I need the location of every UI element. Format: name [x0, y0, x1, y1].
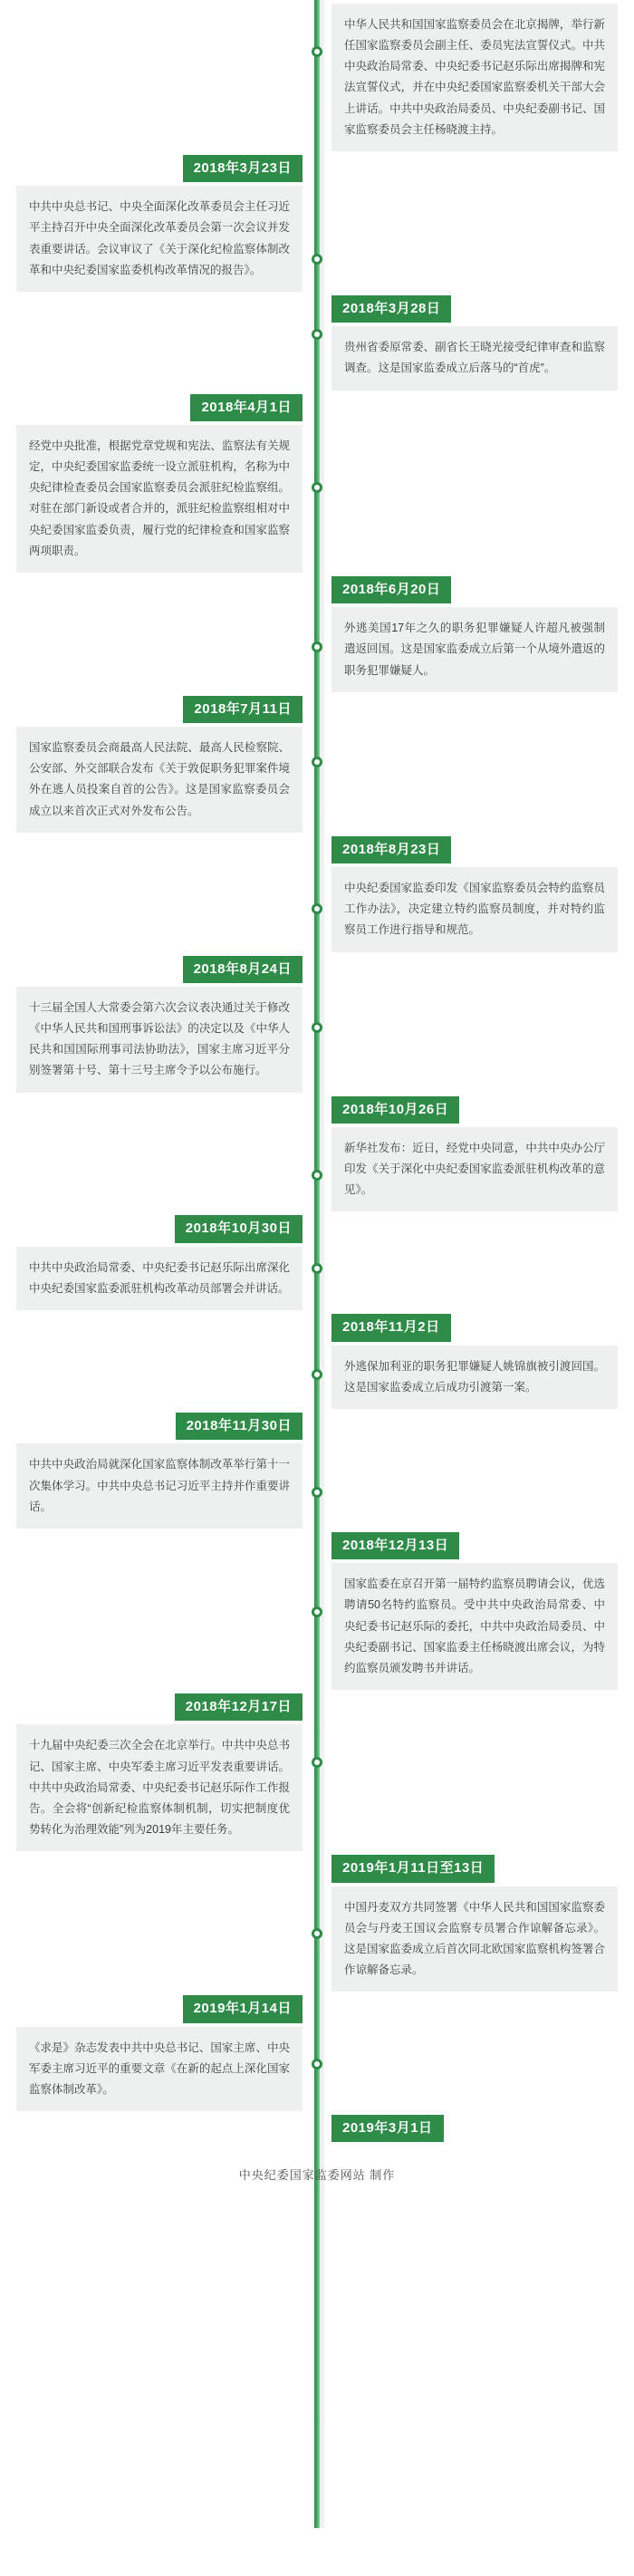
timeline-node [312, 482, 322, 493]
timeline-row [0, 1995, 634, 2023]
row-right-slot [321, 1127, 634, 1211]
row-left-slot [0, 1693, 313, 1722]
timeline-row [0, 1532, 634, 1560]
event-date[interactable]: 2018年12月13日 [331, 1532, 459, 1560]
row-right-slot [321, 1314, 634, 1342]
row-left-slot [0, 1855, 313, 1856]
event-text: 中国丹麦双方共同签署《中华人民共和国国家监察委员会与丹麦王国议会监察专员署合作谅解备忘录》。这是国家监委成立后首次同北欧国家监察机构签署合作谅解备忘录。 [331, 1886, 618, 1992]
event-text: 十九届中央纪委三次全会在北京举行。中共中央总书记、国家主席、中央军委主席习近平发表重要讲话。中共中央政治局常委、中央纪委书记赵乐际作工作报告。全会将“创新纪检监察体制机制，切实把制度优势转化为治理效能”列为2019年主要任务。 [16, 1724, 303, 1851]
row-right-slot [321, 1886, 634, 1992]
event-text: 国家监委在京召开第一届特约监察员聘请会议，优选聘请50名特约监察员。受中共中央政治局常委、中央纪委书记赵乐际的委托，中共中央政治局委员、中央纪委副书记、国家监委主任杨晓渡出席会议，为特约监察员颁发聘书并讲话。 [331, 1563, 618, 1690]
row-right-slot [321, 836, 634, 864]
event-text: 《求是》杂志发表中共中央总书记、国家主席、中央军委主席习近平的重要文章《在新的起点上深化国家监察体制改革》。 [16, 2027, 303, 2111]
row-right-slot [321, 295, 634, 323]
timeline-row [0, 696, 634, 724]
row-left-slot [0, 326, 313, 327]
row-left-slot [0, 607, 313, 608]
row-left-slot [0, 867, 313, 868]
row-right-slot [321, 326, 634, 390]
timeline-row [0, 1413, 634, 1441]
row-left-slot [0, 2027, 313, 2111]
timeline-node [312, 1487, 322, 1498]
row-right-slot [321, 727, 634, 728]
row-right-slot [321, 1995, 634, 1996]
timeline-node [312, 1606, 322, 1617]
timeline-node [312, 254, 322, 265]
timeline-node [312, 757, 322, 767]
row-right-slot [321, 696, 634, 697]
row-left-slot [0, 1215, 313, 1243]
event-date[interactable]: 2018年3月23日 [183, 155, 303, 183]
timeline-row [0, 836, 634, 864]
event-text: 中央纪委国家监委印发《国家监察委员会特约监察员工作办法》，决定建立特约监察员制度，并对特约监察员工作进行指导和规范。 [331, 867, 618, 951]
row-left-slot [0, 987, 313, 1093]
event-date[interactable]: 2018年8月23日 [331, 836, 451, 864]
event-text: 中华人民共和国国家监察委员会在北京揭牌，举行新任国家监察委员会副主任、委员宪法宣誓仪式。中共中央政治局常委、中央纪委书记赵乐际出席揭牌和宪法宣誓仪式，并在中央纪委国家监察委机关干部大会上讲话。中共中央政治局委员、中央纪委副书记、国家监察委员会主任杨晓渡主持。 [331, 4, 618, 151]
row-left-slot [0, 1724, 313, 1851]
timeline-node [312, 1022, 322, 1033]
event-text: 十三届全国人大常委会第六次会议表决通过关于修改《中华人民共和国刑事诉讼法》的决定以及《中华人民共和国国际刑事司法协助法》，国家主席习近平分别签署第十号、第十三号主席令予以公布施行。 [16, 987, 303, 1093]
row-left-slot [0, 576, 313, 577]
timeline-node [312, 2059, 322, 2069]
event-date[interactable]: 2018年11月30日 [176, 1413, 303, 1441]
row-right-slot [321, 1693, 634, 1694]
row-right-slot [321, 2115, 634, 2143]
timeline-node [312, 1369, 322, 1380]
timeline-node [312, 1757, 322, 1768]
row-left-slot [0, 1096, 313, 1097]
row-left-slot [0, 1127, 313, 1128]
timeline-row [0, 576, 634, 604]
timeline-row [0, 956, 634, 984]
timeline-row [0, 1247, 634, 1310]
row-right-slot [321, 987, 634, 988]
row-left-slot [0, 155, 313, 183]
timeline-row [0, 1855, 634, 1883]
row-right-slot [321, 867, 634, 951]
timeline-row [0, 1215, 634, 1243]
footer-credit: 中央纪委国家监委网站 制作 [238, 2168, 396, 2183]
timeline-node [312, 1928, 322, 1939]
timeline-node [312, 642, 322, 652]
timeline-row [0, 727, 634, 833]
event-date[interactable]: 2019年3月1日 [331, 2115, 444, 2143]
timeline-row [0, 425, 634, 573]
row-left-slot [0, 836, 313, 837]
row-right-slot [321, 1724, 634, 1725]
row-left-slot [0, 4, 313, 5]
timeline-node [312, 46, 322, 57]
event-text: 经党中央批准，根据党章党规和宪法、监察法有关规定，中央纪委国家监委统一设立派驻机构，名称为中央纪律检查委员会国家监察委员会派驻纪检监察组。对驻在部门新设或者合并的，派驻纪检监察组相对中央纪委国家监委负责，履行党的纪律检查和国家监察两项职责。 [16, 425, 303, 573]
row-left-slot [0, 1314, 313, 1315]
timeline-row [0, 186, 634, 292]
timeline-node [312, 329, 322, 340]
row-left-slot [0, 727, 313, 833]
event-text: 国家监察委员会商最高人民法院、最高人民检察院、公安部、外交部联合发布《关于敦促职务犯罪案件境外在逃人员投案自首的公告》。这是国家监察委员会成立以来首次正式对外发布公告。 [16, 727, 303, 833]
event-date[interactable]: 2018年4月1日 [190, 394, 303, 422]
row-right-slot [321, 4, 634, 151]
row-left-slot [0, 1443, 313, 1528]
row-left-slot [0, 394, 313, 422]
event-date[interactable]: 2018年12月17日 [175, 1693, 303, 1722]
event-date[interactable]: 2018年7月11日 [183, 696, 303, 724]
row-right-slot [321, 1443, 634, 1444]
row-left-slot [0, 425, 313, 573]
timeline-row [0, 987, 634, 1093]
row-left-slot [0, 295, 313, 296]
timeline-row [0, 394, 634, 422]
event-text: 中共中央政治局就深化国家监察体制改革举行第十一次集体学习。中共中央总书记习近平主持并作重要讲话。 [16, 1443, 303, 1528]
row-right-slot [321, 394, 634, 395]
row-left-slot [0, 696, 313, 724]
event-text: 中共中央政治局常委、中央纪委书记赵乐际出席深化中央纪委国家监委派驻机构改革动员部署会并讲话。 [16, 1247, 303, 1310]
event-date[interactable]: 2019年1月11日至13日 [331, 1855, 495, 1883]
row-right-slot [321, 1215, 634, 1216]
row-left-slot [0, 1563, 313, 1564]
row-right-slot [321, 186, 634, 187]
event-date[interactable]: 2018年11月2日 [331, 1314, 451, 1342]
row-right-slot [321, 1563, 634, 1690]
row-left-slot [0, 2115, 313, 2116]
row-right-slot [321, 1532, 634, 1560]
timeline-row [0, 155, 634, 183]
timeline-node [312, 903, 322, 914]
event-text: 外逃美国17年之久的职务犯罪嫌疑人许超凡被强制遣返回国。这是国家监委成立后第一个从境外遣返的职务犯罪嫌疑人。 [331, 607, 618, 691]
row-right-slot [321, 2027, 634, 2028]
row-left-slot [0, 186, 313, 292]
timeline-row [0, 1314, 634, 1342]
row-right-slot [321, 1346, 634, 1409]
row-right-slot [321, 607, 634, 691]
timeline-row [0, 1724, 634, 1851]
event-text: 贵州省委原常委、副省长王晓光接受纪律审查和监察调查。这是国家监委成立后落马的“首虎”。 [331, 326, 618, 390]
row-left-slot [0, 1247, 313, 1310]
event-date[interactable]: 2018年3月28日 [331, 295, 451, 323]
event-text: 中共中央总书记、中央全面深化改革委员会主任习近平主持召开中央全面深化改革委员会第一次会议并发表重要讲话。会议审议了《关于深化纪检监察体制改革和中央纪委国家监委机构改革情况的报告》。 [16, 186, 303, 292]
row-right-slot [321, 576, 634, 604]
event-text: 新华社发布：近日，经党中央同意，中共中央办公厅印发《关于深化中央纪委国家监委派驻机构改革的意见》。 [331, 1127, 618, 1211]
row-right-slot [321, 1096, 634, 1124]
timeline-row [0, 2115, 634, 2143]
event-date[interactable]: 2019年1月14日 [183, 1995, 303, 2023]
timeline-row [0, 4, 634, 151]
row-right-slot [321, 1247, 634, 1248]
event-date[interactable]: 2018年10月30日 [175, 1215, 303, 1243]
row-right-slot [321, 1855, 634, 1883]
timeline-row [0, 295, 634, 323]
timeline-row [0, 1096, 634, 1124]
row-left-slot [0, 956, 313, 984]
event-text: 外逃保加利亚的职务犯罪嫌疑人姚锦旗被引渡回国。这是国家监委成立后成功引渡第一案。 [331, 1346, 618, 1409]
row-left-slot [0, 1995, 313, 2023]
row-right-slot [321, 155, 634, 156]
row-left-slot [0, 1413, 313, 1441]
timeline-row [0, 1563, 634, 1690]
row-left-slot [0, 1886, 313, 1887]
event-date[interactable]: 2018年10月26日 [331, 1096, 459, 1124]
event-date[interactable]: 2018年8月24日 [183, 956, 303, 984]
event-date[interactable]: 2018年6月20日 [331, 576, 451, 604]
row-right-slot [321, 956, 634, 957]
row-right-slot [321, 425, 634, 426]
timeline-row [0, 1693, 634, 1722]
row-left-slot [0, 1532, 313, 1533]
